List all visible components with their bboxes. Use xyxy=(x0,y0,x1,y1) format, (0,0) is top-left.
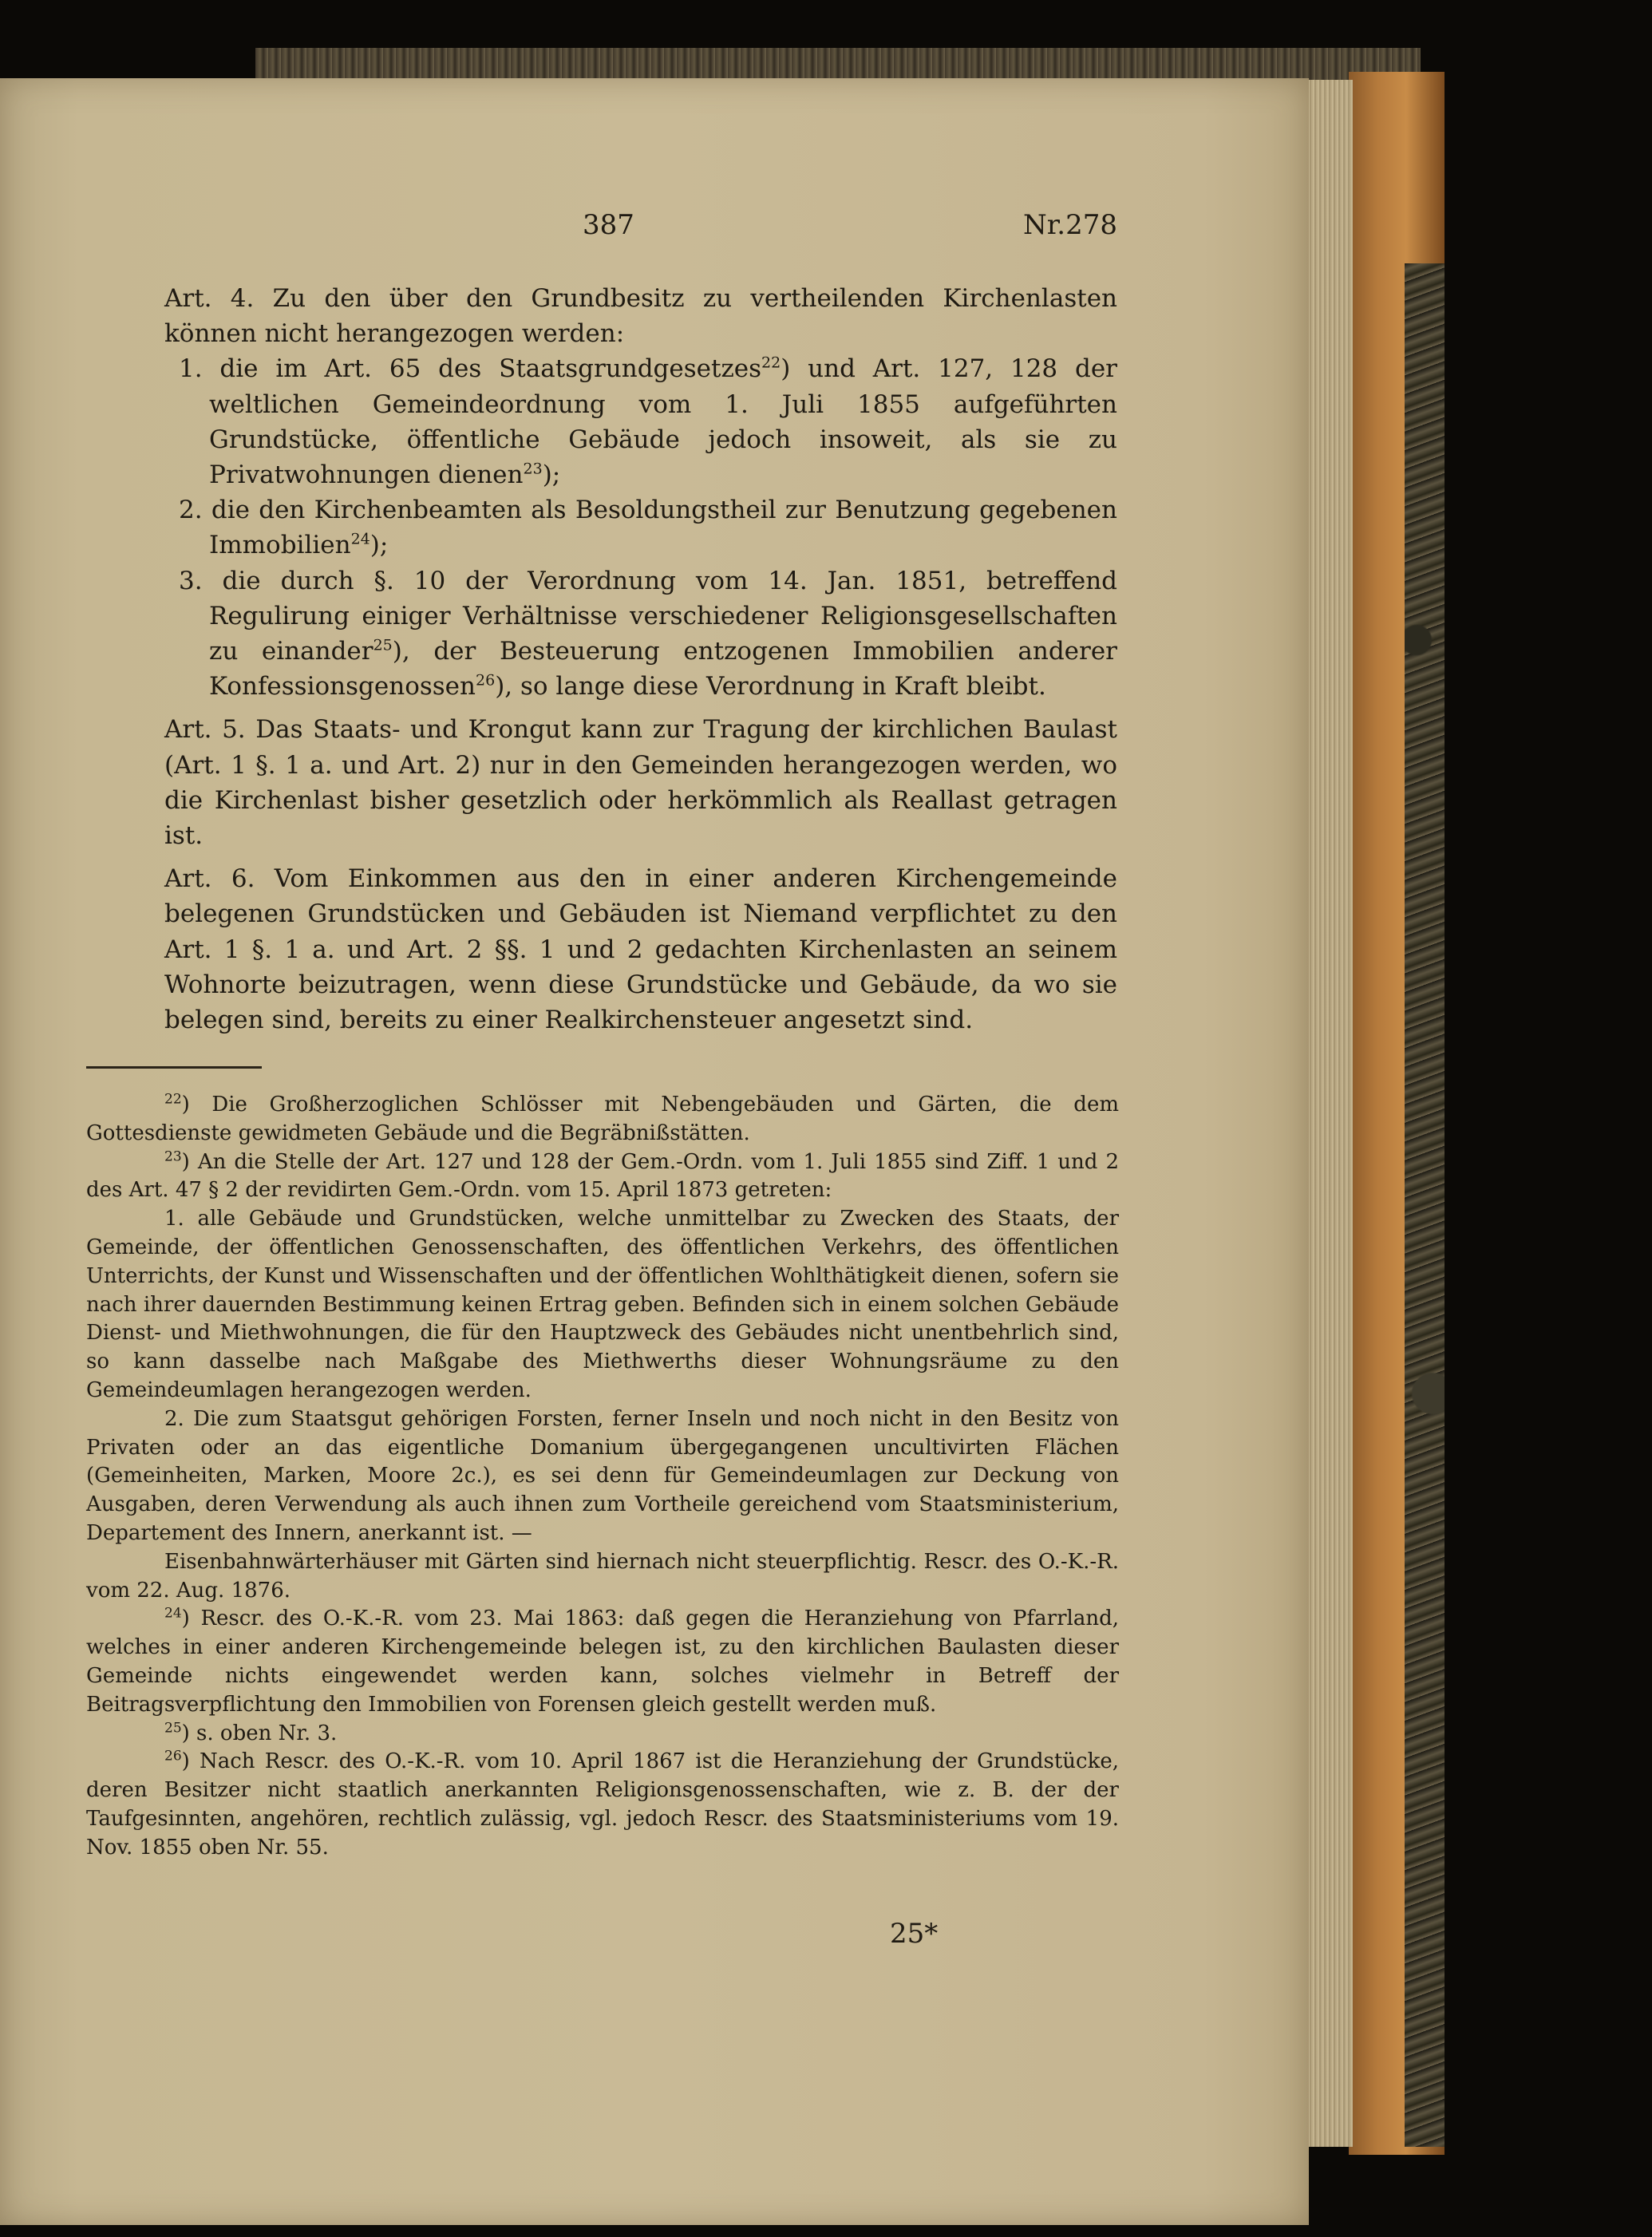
art4-item-3-text-c: ), so lange diese Verordnung in Kraft bleibt. xyxy=(495,672,1046,702)
art4-item-1-text-a: 1. die im Art. 65 des Staatsgrundgesetzes xyxy=(179,354,762,384)
footnote-26 xyxy=(86,1748,1119,1862)
footnote-divider xyxy=(86,1066,262,1069)
footnote-ref-23: 23 xyxy=(523,460,543,478)
art5-paragraph: Art. 5. Das Staats- und Krongut kann zur Tragung der kirchlichen Baulast (Art. 1 §. 1 a. und Art. 2) nur in den Gemeinden herangezogen werden, wo die Kirchenlast bisher gesetzlich oder herkömmlich als Reallast getragen ist. xyxy=(164,715,1117,851)
footnote-label-23: 23 xyxy=(164,1148,182,1164)
footnote-23-item-1: 1. alle Gebäude und Grundstücken, welche unmittelbar zu Zwecken des Staats, der Gemeinde, der öffentlichen Genossenschaften, des öffentlichen Verkehrs, des öffentlichen Unterrichts, der Kunst und Wissenschaften und der öffentlichen Wohlthätigkeit dienen, sofern sie nach ihrer dauernden Bestimmung keinen Ertrag geben. Befinden sich in einem solchen Gebäude Dienst- und Miethwohnungen, die für den Hauptzweck des Gebäudes nicht unentbehrlich sind, so kann dasselbe nach Maßgabe des Miethwerths dieser Wohnungsräume zu den Gemeindeumlagen herangezogen werden. xyxy=(86,1207,1119,1402)
art4-item-3 xyxy=(179,563,1117,705)
footnotes xyxy=(86,1091,1119,1863)
page-number: 387 xyxy=(583,209,634,241)
footnote-ref-24: 24 xyxy=(350,531,370,549)
footnote-22 xyxy=(86,1091,1119,1148)
footnote-label-22: 22 xyxy=(164,1091,182,1108)
footnote-23-item-2: 2. Die zum Staatsgut gehörigen Forsten, ferner Inseln und noch nicht in den Besitz von Privaten oder an das eigentliche Domanium übergegangenen uncultivirten Flächen (Gemeinheiten, Marken, Moore 2c.), es sei denn für Gemeindeumlagen zur Deckung von Ausgaben, deren Verwendung als auch ihnen zum Vortheile gereichend vom Staatsministerium, Departement des Innern, anerkannt ist. — xyxy=(86,1406,1119,1545)
art4-item-2-text-a: 2. die den Kirchenbeamten als Besoldungstheil zur Benutzung gegebenen Immobilien xyxy=(179,496,1117,560)
footnote-22-text: ) Die Großherzoglichen Schlösser mit Nebengebäuden und Gärten, die dem Gottesdienste gewidmeten Gebäude und die Begräbnißstätten. xyxy=(86,1093,1119,1145)
marbled-endpaper xyxy=(1405,263,1445,2147)
art4-intro: Art. 4. Zu den über den Grundbesitz zu vertheilenden Kirchenlasten können nicht herangezogen werden: xyxy=(164,284,1117,349)
signature-mark: 25* xyxy=(890,1918,939,1950)
footnote-23 xyxy=(86,1148,1119,1206)
footnote-label-26: 26 xyxy=(164,1748,182,1765)
footnote-ref-25: 25 xyxy=(373,636,393,654)
footnote-24-text: ) Rescr. des O.-K.-R. vom 23. Mai 1863: daß gegen die Heranziehung von Pfarrland, welches in einer anderen Kirchengemeinde belegen ist, zu den kirchlichen Baulasten dieser Gemeinde nichts eingewendet werden kann, solches vielmehr in Betreff der Beitragsverpflichtung den Immobilien von Forensen gleich gestellt werden muß. xyxy=(86,1607,1119,1717)
footnote-23-tail: Eisenbahnwärterhäuser mit Gärten sind hiernach nicht steuerpflichtig. Rescr. des O.-K.-R. vom 22. Aug. 1876. xyxy=(86,1549,1119,1603)
main-text xyxy=(164,281,1117,1037)
art4-item-3-text-b: ), der Besteuerung entzogenen Immobilien anderer Konfessionsgenossen xyxy=(209,637,1117,702)
footnote-label-24: 24 xyxy=(164,1605,182,1622)
art4-item-1-text-c: ); xyxy=(542,460,561,490)
footnote-ref-26: 26 xyxy=(476,671,496,690)
footnote-24 xyxy=(86,1605,1119,1719)
footnote-26-text: ) Nach Rescr. des O.-K.-R. vom 10. April 1867 ist die Heranziehung der Grundstücke, deren Besitzer nicht staatlich anerkannten Religionsgenossenschaften, wie z. B. der der Taufgesinnten, angehören, rechtlich zulässig, vgl. jedoch Rescr. des Staatsministeriums vom 19. Nov. 1855 oben Nr. 55. xyxy=(86,1749,1119,1860)
footnote-ref-22: 22 xyxy=(761,354,781,373)
footnote-25-text: ) s. oben Nr. 3. xyxy=(181,1721,338,1745)
art4-item-1 xyxy=(179,351,1117,492)
art4-item-2 xyxy=(179,492,1117,563)
art6-paragraph: Art. 6. Vom Einkommen aus den in einer anderen Kirchengemeinde belegenen Grundstücken und Gebäuden ist Niemand verpflichtet zu den Art. 1 §. 1 a. und Art. 2 §§. 1 und 2 gedachten Kirchenlasten an seinem Wohnorte beizutragen, wenn diese Grundstücke und Gebäude, da wo sie belegen sind, bereits zu einer Realkirchensteuer angesetzt sind. xyxy=(164,864,1117,1035)
footnote-label-25: 25 xyxy=(164,1719,182,1736)
footnote-23-text: ) An die Stelle der Art. 127 und 128 der Gem.-Ordn. vom 1. Juli 1855 sind Ziff. 1 und 2 des Art. 47 § 2 der revidirten Gem.-Ordn. vom 15. April 1873 getreten: xyxy=(86,1149,1119,1203)
document-number: Nr.278 xyxy=(1023,209,1117,241)
art4-item-1-text-b: ) und Art. 127, 128 der weltlichen Gemeindeordnung vom 1. Juli 1855 aufgeführten Grundstücke, öffentliche Gebäude jedoch insoweit, als sie zu Privatwohnungen dienen xyxy=(209,354,1117,490)
footnote-25 xyxy=(86,1720,1119,1749)
running-head xyxy=(583,209,1117,241)
art4-item-2-text-b: ); xyxy=(370,531,389,560)
art4-item-3-text-a: 3. die durch §. 10 der Verordnung vom 14. Jan. 1851, betreffend Regulirung einiger Verhältnisse verschiedener Religionsgesellschaften zu einander xyxy=(179,566,1117,666)
